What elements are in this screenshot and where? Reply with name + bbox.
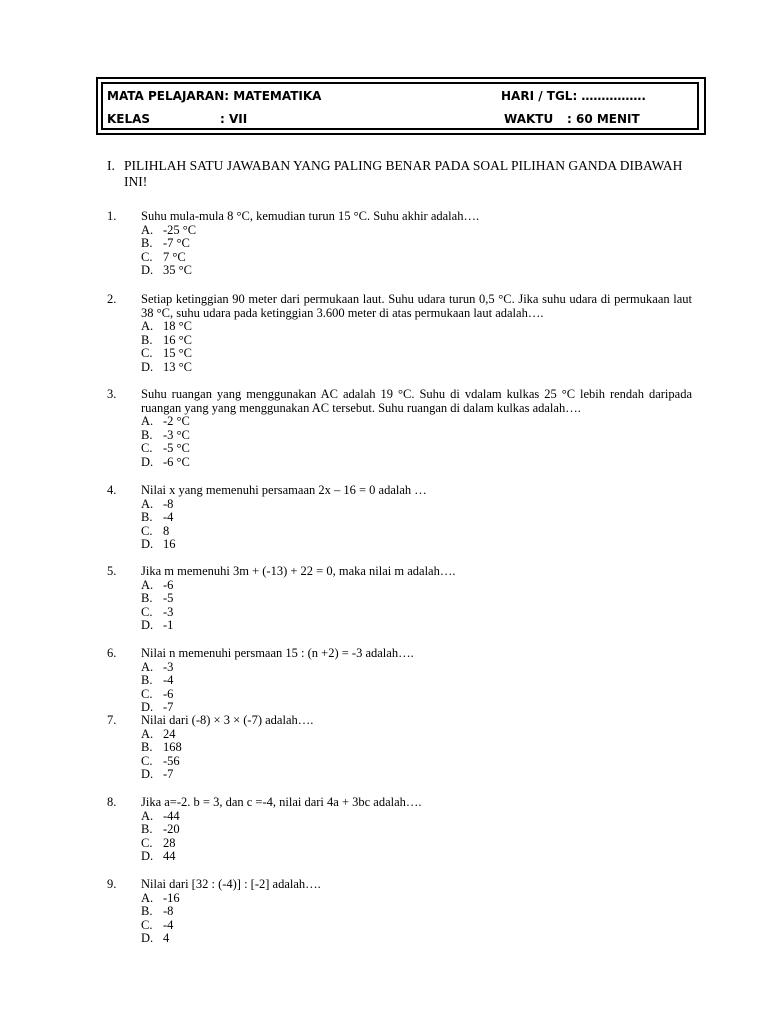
option-text: -8 xyxy=(163,904,174,919)
option-list xyxy=(141,579,692,633)
option-text: -8 xyxy=(163,496,174,511)
question-text: Suhu ruangan yang menggunakan AC adalah 19 °C. Suhu di vdalam kulkas 25 °C lebih rendah daripada ruangan yang yang menggunakan AC tersebut. Suhu ruangan di dalam kulkas adalah…. xyxy=(141,387,692,415)
question-number: 8. xyxy=(107,795,117,809)
question-text: Nilai x yang memenuhi persamaan 2x – 16 = 0 adalah … xyxy=(141,483,427,497)
question-6 xyxy=(107,647,692,715)
option-list xyxy=(141,498,692,552)
option-text: 28 xyxy=(163,835,176,850)
option-text: 13 °C xyxy=(163,359,192,374)
answer-option xyxy=(141,741,692,755)
exam-header xyxy=(101,82,699,130)
question-number: 4. xyxy=(107,483,117,497)
option-label: C. xyxy=(141,686,153,701)
answer-option xyxy=(141,619,692,633)
time-label: WAKTU xyxy=(504,112,554,126)
option-label: A. xyxy=(141,890,154,905)
answer-option xyxy=(141,755,692,769)
option-list xyxy=(141,661,692,715)
answer-option xyxy=(141,892,692,906)
answer-option xyxy=(141,347,692,361)
question-7 xyxy=(107,714,692,782)
option-label: A. xyxy=(141,659,154,674)
option-label: D. xyxy=(141,263,154,278)
answer-option xyxy=(141,606,692,620)
option-text: -6 xyxy=(163,577,174,592)
question-text: Nilai dari [32 : (-4)] : [-2] adalah…. xyxy=(141,877,321,891)
option-list xyxy=(141,728,692,782)
question-9 xyxy=(107,878,692,946)
option-label: A. xyxy=(141,726,154,741)
answer-option xyxy=(141,442,692,456)
question-5 xyxy=(107,565,692,633)
option-list xyxy=(141,415,692,469)
option-text: -4 xyxy=(163,673,174,688)
section-instruction-text: PILIHLAH SATU JAWABAN YANG PALING BENAR PADA SOAL PILIHAN GANDA DIBAWAH INI! xyxy=(124,158,683,189)
answer-option xyxy=(141,251,692,265)
answer-option xyxy=(141,837,692,851)
option-label: D. xyxy=(141,931,154,946)
option-label: A. xyxy=(141,808,154,823)
option-label: D. xyxy=(141,700,154,715)
class-value: : VII xyxy=(220,112,248,126)
option-label: C. xyxy=(141,604,153,619)
answer-option xyxy=(141,361,692,375)
option-text: 15 °C xyxy=(163,346,192,361)
option-label: B. xyxy=(141,822,153,837)
answer-option xyxy=(141,538,692,552)
option-label: A. xyxy=(141,414,154,429)
question-text: Nilai n memenuhi persmaan 15 : (n +2) = -3 adalah…. xyxy=(141,646,414,660)
option-text: -7 xyxy=(163,767,174,782)
answer-option xyxy=(141,525,692,539)
class-label: KELAS xyxy=(107,112,151,126)
option-text: -1 xyxy=(163,618,174,633)
answer-option xyxy=(141,320,692,334)
option-text: -16 xyxy=(163,890,180,905)
option-label: A. xyxy=(141,496,154,511)
option-label: D. xyxy=(141,849,154,864)
answer-option xyxy=(141,415,692,429)
option-text: -56 xyxy=(163,753,180,768)
question-number: 6. xyxy=(107,646,117,660)
option-text: 16 °C xyxy=(163,332,192,347)
option-label: A. xyxy=(141,319,154,334)
option-text: 8 xyxy=(163,523,170,538)
answer-option xyxy=(141,905,692,919)
answer-option xyxy=(141,592,692,606)
option-label: A. xyxy=(141,577,154,592)
answer-option xyxy=(141,661,692,675)
option-list xyxy=(141,320,692,374)
option-text: 35 °C xyxy=(163,263,192,278)
answer-option xyxy=(141,728,692,742)
option-text: -5 °C xyxy=(163,441,190,456)
option-label: D. xyxy=(141,359,154,374)
option-text: 7 °C xyxy=(163,249,186,264)
option-text: -6 °C xyxy=(163,454,190,469)
question-2 xyxy=(107,293,692,375)
option-text: 24 xyxy=(163,726,176,741)
answer-option xyxy=(141,850,692,864)
question-4 xyxy=(107,484,692,552)
time-value: : 60 MENIT xyxy=(567,112,640,126)
option-text: -2 °C xyxy=(163,414,190,429)
answer-option xyxy=(141,334,692,348)
answer-option xyxy=(141,264,692,278)
option-text: -4 xyxy=(163,510,174,525)
answer-option xyxy=(141,456,692,470)
question-1 xyxy=(107,210,692,278)
answer-option xyxy=(141,674,692,688)
option-list xyxy=(141,892,692,946)
date-label: HARI / TGL: ……………. xyxy=(501,89,646,103)
question-number: 7. xyxy=(107,713,117,727)
answer-option xyxy=(141,810,692,824)
option-label: C. xyxy=(141,346,153,361)
option-label: C. xyxy=(141,835,153,850)
option-text: 4 xyxy=(163,931,170,946)
option-label: D. xyxy=(141,537,154,552)
answer-option xyxy=(141,429,692,443)
option-text: -6 xyxy=(163,686,174,701)
option-text: -25 °C xyxy=(163,222,197,237)
option-label: D. xyxy=(141,618,154,633)
answer-option xyxy=(141,919,692,933)
option-text: -3 xyxy=(163,659,174,674)
option-text: -5 xyxy=(163,591,174,606)
answer-option xyxy=(141,579,692,593)
answer-option xyxy=(141,498,692,512)
question-8 xyxy=(107,796,692,864)
option-text: -44 xyxy=(163,808,180,823)
option-label: D. xyxy=(141,454,154,469)
question-text: Jika a=-2. b = 3, dan c =-4, nilai dari 4a + 3bc adalah…. xyxy=(141,795,422,809)
option-text: 168 xyxy=(163,740,182,755)
option-text: -7 °C xyxy=(163,236,190,251)
option-label: C. xyxy=(141,441,153,456)
option-text: -4 xyxy=(163,917,174,932)
option-label: B. xyxy=(141,904,153,919)
option-label: B. xyxy=(141,740,153,755)
question-3 xyxy=(107,388,692,470)
option-label: B. xyxy=(141,673,153,688)
answer-option xyxy=(141,932,692,946)
question-number: 3. xyxy=(107,387,117,401)
option-label: B. xyxy=(141,510,153,525)
option-label: D. xyxy=(141,767,154,782)
question-text: Suhu mula-mula 8 °C, kemudian turun 15 °C. Suhu akhir adalah…. xyxy=(141,209,480,223)
answer-option xyxy=(141,224,692,238)
option-label: C. xyxy=(141,753,153,768)
option-label: C. xyxy=(141,523,153,538)
question-number: 2. xyxy=(107,292,117,306)
subject-label: MATA PELAJARAN: MATEMATIKA xyxy=(107,89,322,103)
question-number: 9. xyxy=(107,877,117,891)
question-number: 5. xyxy=(107,564,117,578)
option-label: B. xyxy=(141,236,153,251)
option-list xyxy=(141,224,692,278)
answer-option xyxy=(141,688,692,702)
option-text: -20 xyxy=(163,822,180,837)
option-text: -7 xyxy=(163,700,174,715)
question-number: 1. xyxy=(107,209,117,223)
option-label: C. xyxy=(141,917,153,932)
option-label: C. xyxy=(141,249,153,264)
option-label: A. xyxy=(141,222,154,237)
option-text: 16 xyxy=(163,537,176,552)
question-text: Nilai dari (-8) × 3 × (-7) adalah…. xyxy=(141,713,314,727)
option-list xyxy=(141,810,692,864)
option-text: 18 °C xyxy=(163,319,192,334)
section-number: I. xyxy=(107,158,115,173)
option-label: B. xyxy=(141,427,153,442)
question-text: Jika m memenuhi 3m + (-13) + 22 = 0, maka nilai m adalah…. xyxy=(141,564,456,578)
question-text: Setiap ketinggian 90 meter dari permukaan laut. Suhu udara turun 0,5 °C. Jika suhu udara di permukaan laut 38 °C, suhu udara pada ketinggian 3.600 meter di atas permukaan laut adalah…. xyxy=(141,292,692,320)
option-text: -3 °C xyxy=(163,427,190,442)
section-instruction xyxy=(107,158,692,190)
answer-option xyxy=(141,237,692,251)
option-text: -3 xyxy=(163,604,174,619)
option-label: B. xyxy=(141,591,153,606)
answer-option xyxy=(141,511,692,525)
answer-option xyxy=(141,823,692,837)
option-label: B. xyxy=(141,332,153,347)
answer-option xyxy=(141,768,692,782)
option-text: 44 xyxy=(163,849,176,864)
